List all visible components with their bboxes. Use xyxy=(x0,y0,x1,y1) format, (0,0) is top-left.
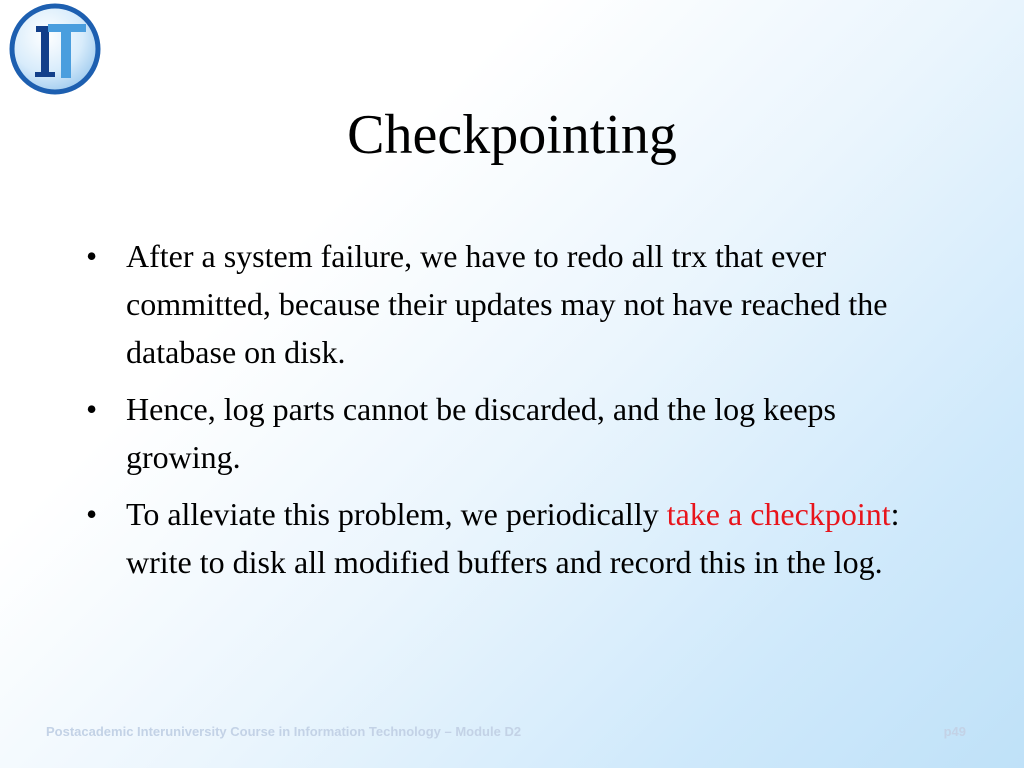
bullet-text: Hence, log parts cannot be discarded, and the log keeps growing. xyxy=(126,391,836,475)
footer-course: Postacademic Interuniversity Course in Information Technology – Module D2 xyxy=(46,724,522,739)
bullet-item xyxy=(86,385,936,481)
it-logo-icon xyxy=(8,2,102,96)
bullet-icon: • xyxy=(86,496,98,532)
slide-title: Checkpointing xyxy=(347,104,677,166)
bullet-list xyxy=(86,232,936,595)
highlighted-term: take a checkpoint xyxy=(666,496,891,532)
bullet-icon: • xyxy=(86,391,98,427)
bullet-text: After a system failure, we have to redo all trx that ever committed, because their updates may not have reached the database on disk. xyxy=(126,238,888,370)
bullet-item xyxy=(86,490,936,586)
bullet-item xyxy=(86,232,936,376)
footer-page-number: p49 xyxy=(943,724,966,739)
bullet-text-after: : write to disk all modified buffers and record this in the log. xyxy=(126,496,900,580)
bullet-text-before: To alleviate this problem, we periodically xyxy=(126,496,667,532)
bullet-icon: • xyxy=(86,238,98,274)
